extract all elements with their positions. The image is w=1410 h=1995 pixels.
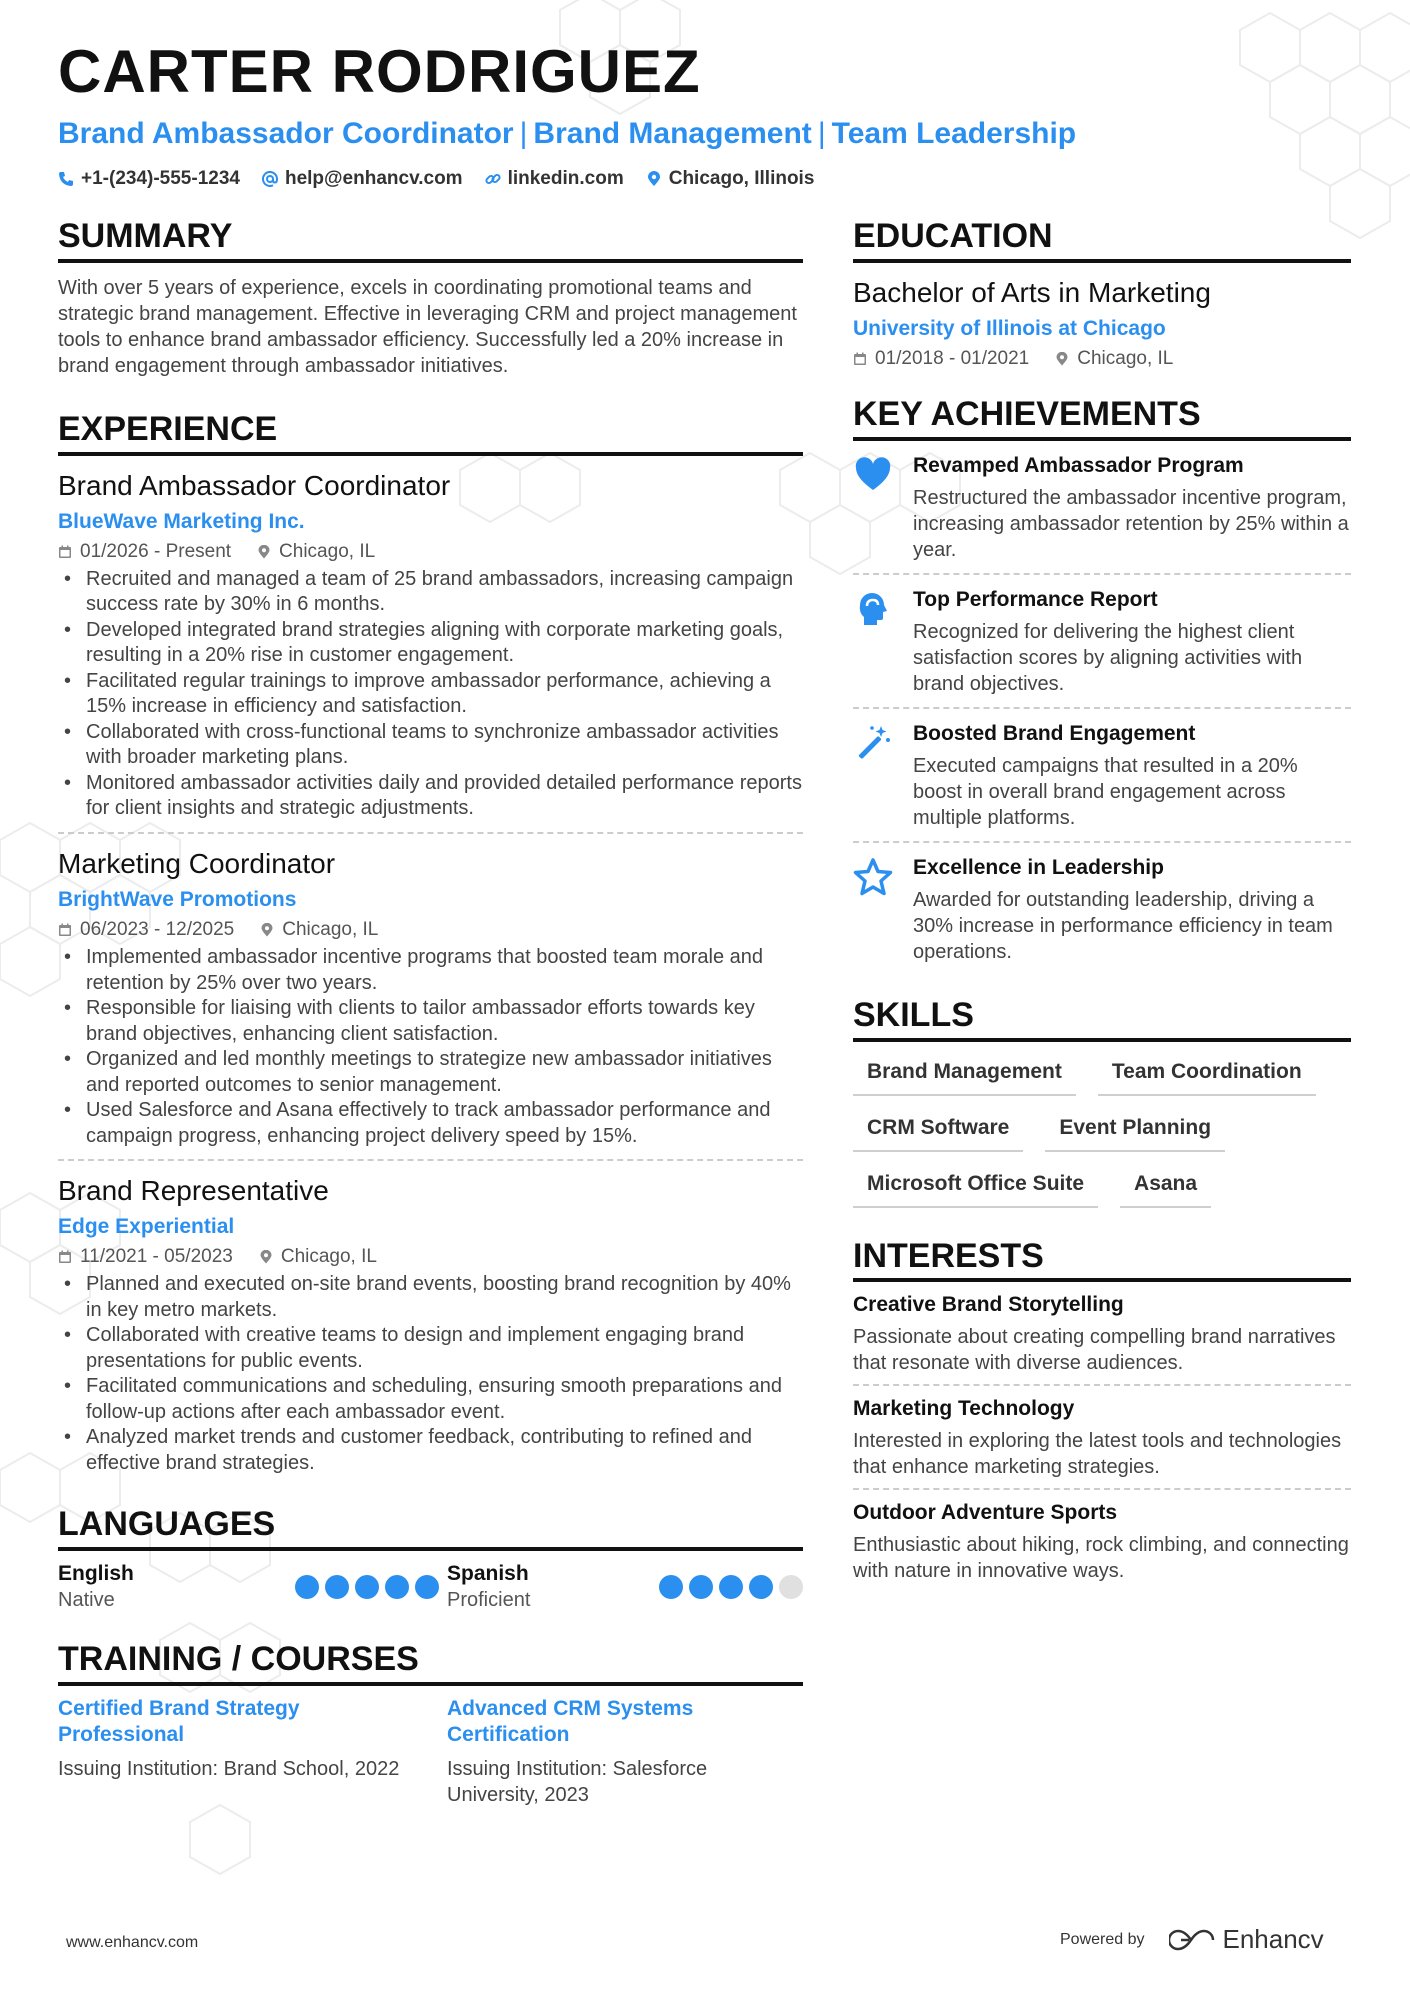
rating-dot-filled: [749, 1575, 773, 1599]
summary-heading: SUMMARY: [58, 216, 803, 263]
interests-heading: INTERESTS: [853, 1236, 1351, 1283]
skill-tag: Brand Management: [853, 1054, 1076, 1096]
job-dates-text: 06/2023 - 12/2025: [80, 919, 235, 941]
contact-bar: [58, 168, 814, 190]
language-level: Proficient: [447, 1589, 531, 1612]
summary-section: [58, 216, 803, 379]
education-heading: EDUCATION: [853, 216, 1351, 263]
achievement-item: [853, 709, 1351, 843]
headline-title-1: Brand Ambassador Coordinator: [58, 117, 514, 150]
education-location: [1055, 348, 1173, 370]
job-bullet: • Collaborated with cross-functional teams to synchronize ambassador activities with broader marketing plans.: [58, 720, 803, 771]
interest-item: [853, 1500, 1351, 1592]
language-item: [58, 1561, 447, 1613]
contact-email[interactable]: [262, 168, 463, 190]
job-dates: [58, 541, 231, 563]
job-bullet: • Responsible for liaising with clients to tailor ambassador efforts towards key brand objectives, enhancing client satisfaction.: [58, 996, 803, 1047]
achievement-title: Revamped Ambassador Program: [913, 453, 1244, 477]
course-item: [58, 1696, 447, 1808]
summary-text: With over 5 years of experience, excels in coordinating promotional teams and strategic brand management. Effective in leveraging CRM and project management tools to enhance brand ambassador efficiency. Successfully led a 20% increase in brand engagement through ambassador initiatives.: [58, 276, 797, 377]
experience-heading: EXPERIENCE: [58, 409, 803, 456]
contact-linkedin[interactable]: [485, 168, 624, 190]
skill-tag: Microsoft Office Suite: [853, 1166, 1098, 1208]
location-pin-icon: [646, 171, 662, 187]
education-meta: [853, 348, 1351, 370]
achievements-section: [853, 394, 1351, 975]
job-dates: [58, 919, 234, 941]
footer-website-link[interactable]: www.enhancv.com: [66, 1934, 199, 1951]
calendar-icon: [853, 352, 867, 366]
head-icon: [853, 589, 893, 629]
rating-dot-filled: [689, 1575, 713, 1599]
job-role: Brand Representative: [58, 1175, 329, 1207]
job-bullet: • Monitored ambassador activities daily and provided detailed performance reports for client insights and strategic adjustments.: [58, 771, 803, 822]
job-bullet: • Developed integrated brand strategies aligning with corporate marketing goals, resulting in a 20% rise in customer engagement.: [58, 618, 803, 669]
job-meta: [58, 919, 803, 941]
interest-desc: Enthusiastic about hiking, rock climbing, and connecting with nature in innovative ways.: [853, 1534, 1349, 1583]
calendar-icon: [58, 923, 72, 937]
achievement-desc: Recognized for delivering the highest client satisfaction scores by aligning activities with brand objectives.: [913, 620, 1303, 695]
job-bullet: • Collaborated with creative teams to design and implement engaging brand presentations for public events.: [58, 1323, 803, 1374]
course-desc: Issuing Institution: Salesforce University, 2023: [447, 1757, 708, 1806]
calendar-icon: [58, 545, 72, 559]
rating-dot-filled: [719, 1575, 743, 1599]
achievement-title: Boosted Brand Engagement: [913, 721, 1196, 745]
skill-tag: Team Coordination: [1098, 1054, 1316, 1096]
rating-dot-empty: [779, 1575, 803, 1599]
skill-tag: Asana: [1120, 1166, 1211, 1208]
location-pin-icon: [1055, 352, 1069, 366]
language-level: Native: [58, 1589, 115, 1612]
rating-dot-filled: [659, 1575, 683, 1599]
language-name: Spanish: [447, 1562, 529, 1586]
languages-heading: LANGUAGES: [58, 1504, 803, 1551]
footer-brand-name: Enhancv: [1222, 1924, 1324, 1954]
achievement-item: [853, 843, 1351, 975]
job-dates: [58, 1246, 233, 1268]
job-bullets: [58, 567, 803, 822]
job-bullet: • Recruited and managed a team of 25 brand ambassadors, increasing campaign success rate by 30% in 6 months.: [58, 567, 803, 618]
job-location-text: Chicago, IL: [282, 919, 379, 941]
education-dates: [853, 348, 1029, 370]
left-column: [58, 216, 803, 1808]
language-item: [447, 1561, 803, 1613]
skill-tag: Event Planning: [1045, 1110, 1225, 1152]
language-rating: [659, 1575, 803, 1613]
contact-location: [646, 168, 815, 190]
experience-section: [58, 409, 803, 1487]
training-heading: TRAINING / COURSES: [58, 1639, 803, 1686]
heart-icon: [853, 455, 893, 495]
job-location-text: Chicago, IL: [280, 1246, 377, 1268]
job-location: [257, 541, 375, 563]
contact-phone-text: +1-(234)-555-1234: [81, 168, 240, 189]
course-title: Advanced CRM Systems Certification: [447, 1696, 694, 1746]
interest-title: Marketing Technology: [853, 1397, 1075, 1421]
enhancv-logo: [1169, 1924, 1324, 1955]
at-sign-icon: [262, 171, 278, 187]
achievement-desc: Restructured the ambassador incentive program, increasing ambassador retention by 25% within a year.: [913, 486, 1349, 561]
footer-powered-by: Powered by: [1060, 1930, 1145, 1948]
skills-heading: SKILLS: [853, 995, 1351, 1042]
interest-item: [853, 1396, 1351, 1490]
skills-list: [853, 1054, 1351, 1208]
job-entry: [58, 846, 803, 1161]
interest-title: Creative Brand Storytelling: [853, 1293, 1124, 1317]
interests-section: [853, 1236, 1351, 1593]
skill-tag: CRM Software: [853, 1110, 1023, 1152]
language-rating: [295, 1575, 439, 1613]
achievement-item: [853, 441, 1351, 575]
job-entry: [58, 468, 803, 834]
job-bullets: [58, 1272, 803, 1476]
job-entry: [58, 1173, 803, 1486]
job-company: BrightWave Promotions: [58, 887, 297, 911]
education-location-text: Chicago, IL: [1077, 348, 1174, 370]
headline-separator: |: [519, 117, 528, 150]
job-meta: [58, 541, 803, 563]
courses-list: [58, 1696, 803, 1808]
achievement-title: Excellence in Leadership: [913, 855, 1164, 879]
headline-title-3: Team Leadership: [831, 117, 1077, 150]
headline-title-2: Brand Management: [533, 117, 812, 150]
rating-dot-filled: [355, 1575, 379, 1599]
job-bullet: • Analyzed market trends and customer feedback, contributing to refined and effective brand strategies.: [58, 1425, 803, 1476]
footer-brand[interactable]: [1060, 1924, 1324, 1955]
right-column: [853, 216, 1351, 1592]
rating-dot-filled: [325, 1575, 349, 1599]
job-company: Edge Experiential: [58, 1215, 235, 1239]
star-icon: [853, 857, 893, 897]
contact-phone[interactable]: [58, 168, 240, 190]
job-role: Marketing Coordinator: [58, 847, 336, 879]
achievement-desc: Awarded for outstanding leadership, driving a 30% increase in performance efficiency in team operations.: [913, 888, 1333, 963]
course-item: [447, 1696, 803, 1808]
job-dates-text: 11/2021 - 05/2023: [80, 1246, 233, 1268]
headline-separator: |: [817, 117, 826, 150]
job-location-text: Chicago, IL: [279, 540, 376, 562]
skills-section: [853, 995, 1351, 1208]
candidate-name: CARTER RODRIGUEZ: [58, 38, 701, 105]
training-section: [58, 1639, 803, 1808]
headline: [58, 117, 1076, 151]
job-company: BlueWave Marketing Inc.: [58, 509, 305, 533]
contact-email-text: help@enhancv.com: [284, 168, 463, 189]
interest-desc: Passionate about creating compelling brand narratives that resonate with diverse audiences.: [853, 1326, 1336, 1375]
job-location: [260, 919, 378, 941]
location-pin-icon: [257, 545, 271, 559]
job-role: Brand Ambassador Coordinator: [58, 469, 451, 501]
location-pin-icon: [259, 1250, 273, 1264]
job-location: [259, 1246, 377, 1268]
job-bullets: [58, 945, 803, 1149]
education-school: University of Illinois at Chicago: [853, 316, 1166, 340]
languages-section: [58, 1504, 803, 1613]
education-section: [853, 216, 1351, 370]
rating-dot-filled: [295, 1575, 319, 1599]
phone-icon: [58, 171, 74, 187]
job-bullet: • Facilitated communications and scheduling, ensuring smooth preparations and follow-up actions after each ambassador event.: [58, 1374, 803, 1425]
magic-wand-icon: [853, 723, 893, 763]
interest-item: [853, 1292, 1351, 1386]
contact-linkedin-text: linkedin.com: [507, 168, 624, 189]
interest-desc: Interested in exploring the latest tools and technologies that enhance marketing strategies.: [853, 1430, 1342, 1479]
job-bullet: • Implemented ambassador incentive programs that boosted team morale and retention by 25% over two years.: [58, 945, 803, 996]
location-pin-icon: [260, 923, 274, 937]
rating-dot-filled: [385, 1575, 409, 1599]
interest-title: Outdoor Adventure Sports: [853, 1501, 1118, 1525]
education-dates-text: 01/2018 - 01/2021: [875, 348, 1030, 370]
job-meta: [58, 1246, 803, 1268]
calendar-icon: [58, 1250, 72, 1264]
language-name: English: [58, 1562, 134, 1586]
job-dates-text: 01/2026 - Present: [80, 540, 232, 562]
enhancv-logo-icon: [1169, 1928, 1215, 1952]
achievement-desc: Executed campaigns that resulted in a 20% boost in overall brand engagement across multiple platforms.: [913, 754, 1298, 829]
link-icon: [485, 171, 501, 187]
education-degree: Bachelor of Arts in Marketing: [853, 276, 1211, 308]
rating-dot-filled: [415, 1575, 439, 1599]
achievements-heading: KEY ACHIEVEMENTS: [853, 394, 1351, 441]
course-title: Certified Brand Strategy Professional: [58, 1696, 300, 1746]
job-bullet: • Planned and executed on-site brand events, boosting brand recognition by 40% in key metro markets.: [58, 1272, 803, 1323]
job-bullet: • Facilitated regular trainings to improve ambassador performance, achieving a 15% increase in efficiency and satisfaction.: [58, 669, 803, 720]
course-desc: Issuing Institution: Brand School, 2022: [58, 1757, 400, 1780]
achievement-item: [853, 575, 1351, 709]
contact-location-text: Chicago, Illinois: [668, 168, 815, 189]
job-bullet: • Used Salesforce and Asana effectively to track ambassador performance and campaign progress, enhancing project delivery speed by 15%.: [58, 1098, 803, 1149]
achievement-title: Top Performance Report: [913, 587, 1158, 611]
job-bullet: • Organized and led monthly meetings to strategize new ambassador initiatives and reported outcomes to senior management.: [58, 1047, 803, 1098]
languages-list: [58, 1561, 803, 1613]
